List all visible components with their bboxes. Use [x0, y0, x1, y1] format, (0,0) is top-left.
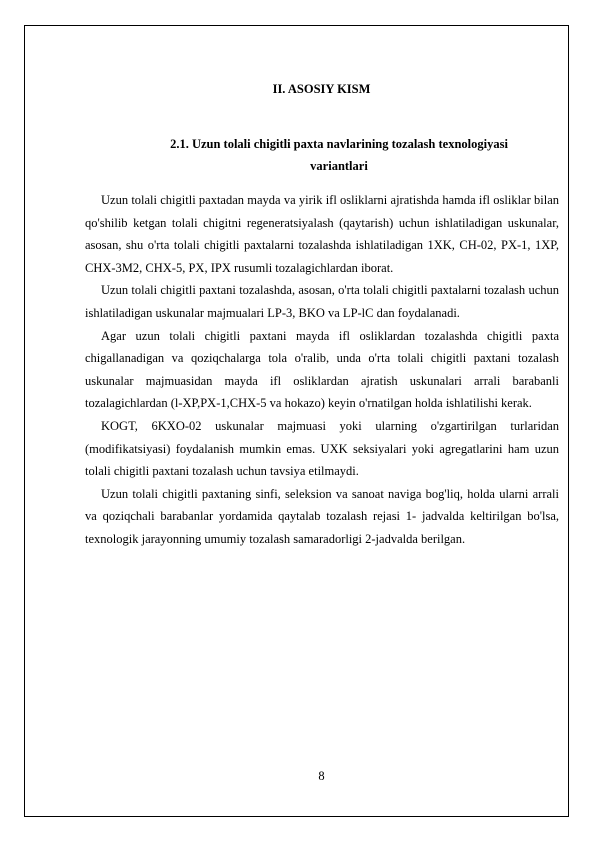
page-number: 8	[318, 769, 325, 783]
body-text	[85, 189, 559, 551]
paragraph-1: Uzun tolali chigitli paxtadan mayda va yirik ifl osliklarni ajratishda hamda ifl osliklar bilan qo'shilib ketgan tolali chigitni regeneratsiyalash (qaytarish) uchun ishlatiladigan uskunalar, asosan, shu o'rta tolali chigitli paxtalarni tozalashda ishlatiladigan 1XK, CH-02, PX-1, 1XP, CHX-3M2, CHX-5, PX, IPX rusumli tozalagichlardan iborat.	[85, 193, 559, 275]
paragraph-2: Uzun tolali chigitli paxtani tozalashda, asosan, o'rta tolali chigitli paxtalarni tozalash uchun ishlatiladigan uskunalar majmualari LP-3, BKO va LP-lC dan foydalanadi.	[85, 283, 559, 320]
subsection-title: 2.1. Uzun tolali chigitli paxta navlarining tozalash texnologiyasi variantlari	[170, 137, 508, 173]
paragraph-4: KOGT, 6KXO-02 uskunalar majmuasi yoki ularning o'zgartirilgan turlaridan (modifikatsiyasi) foydalanish mumkin emas. UXK seksiyalari yoki agregatlarini ham uzun tolali chigitli paxtani tozalash uchun tavsiya etilmaydi.	[85, 418, 559, 479]
section-title: II. ASOSIY KISM	[272, 82, 371, 96]
paragraph-5: Uzun tolali chigitli paxtaning sinfi, seleksion va sanoat naviga bog'liq, holda ularni arrali va qoziqchali barabanlar yordamida qaytalab tozalash rejasi 1- jadvalda keltirilgan bo'lsa, texnologik jarayonning umumiy tozalash samaradorligi 2-jadvalda berilgan.	[85, 486, 559, 546]
paragraph-3: Agar uzun tolali chigitli paxtani mayda ifl osliklardan tozalashda chigitli paxta chigallanadigan va qoziqchalarga tola o'ralib, unda o'rta tolali chigitli paxtani tozalash uskunalar majmuasidan mayda ifl osliklardan ajratish uskunalari arrali barabanli tozalagichlardan (l-XP,PX-1,CHX-5 va hokazo) keyin o'rnatilgan holda ishlatilishi kerak.	[85, 328, 559, 411]
